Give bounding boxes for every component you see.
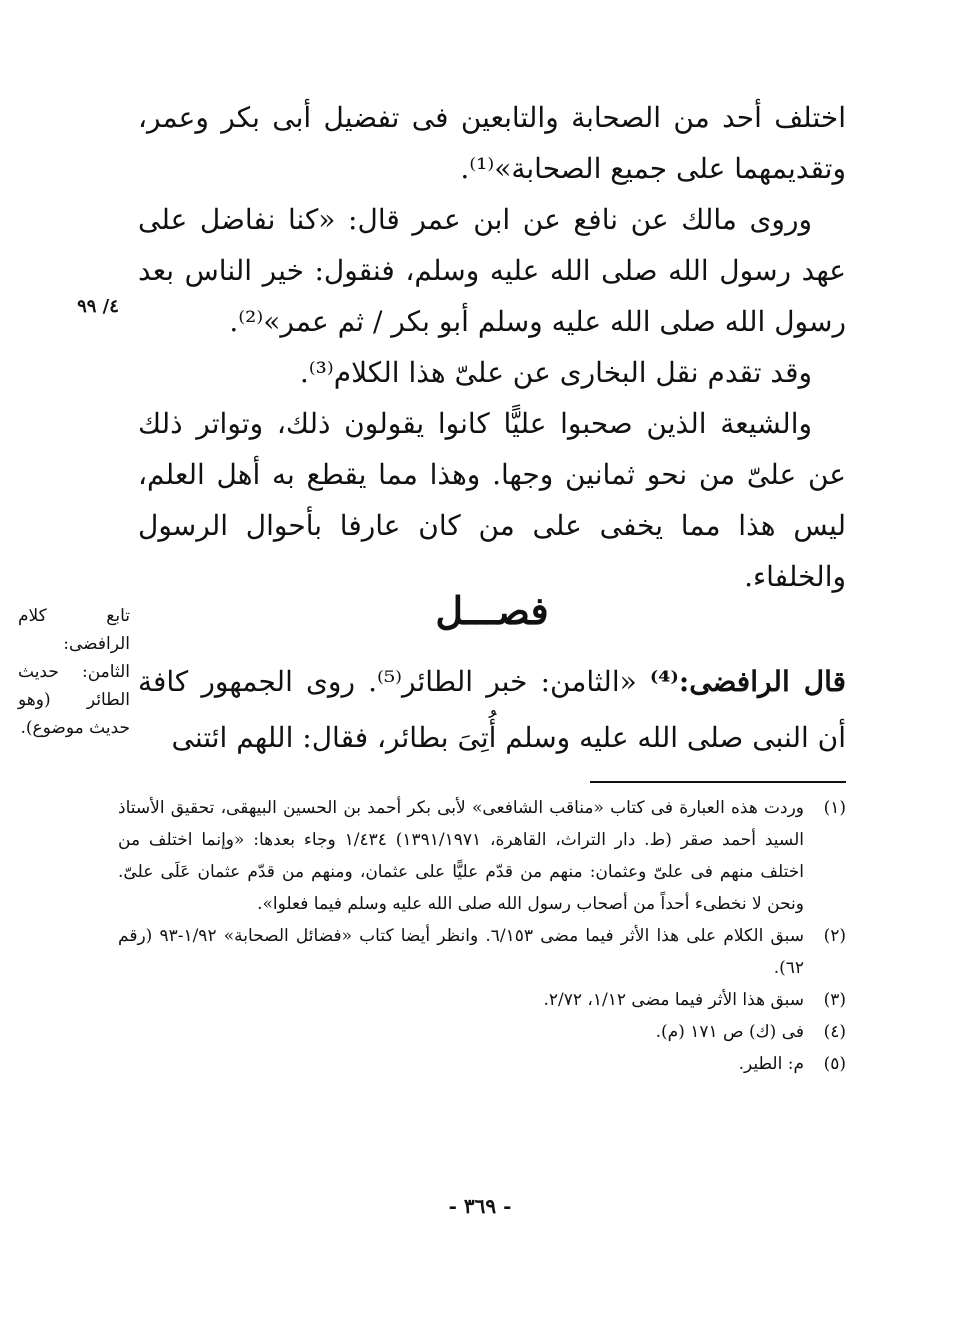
footnote xyxy=(118,920,846,984)
footnotes xyxy=(118,792,846,1080)
footnote xyxy=(118,792,846,920)
footnote-number: (٥) xyxy=(823,1054,846,1074)
footnote-divider xyxy=(590,781,846,783)
paragraph: اختلف أحد من الصحابة والتابعين فى تفضيل أبى بكر وعمر، وتقديمهما على جميع الصحابة»⁽¹⁾. xyxy=(138,101,846,185)
page-number: - ٣٦٩ - xyxy=(448,1194,512,1218)
main-text xyxy=(138,92,846,602)
footnote-text: سبق هذا الأثر فيما مضى ١/١٢، ٢/٧٢. xyxy=(543,990,804,1010)
speaker-lead: قال الرافضى:⁽⁴⁾ xyxy=(649,665,846,698)
footnote xyxy=(118,984,846,1016)
margin-page-reference: ٤/ ٩٩ xyxy=(77,296,119,317)
paragraph: وروى مالك عن نافع عن ابن عمر قال: «كنا نفاضل على عهد رسول الله صلى الله عليه وسلم، فنقول: خير الناس بعد رسول الله صلى الله عليه وسلم أبو بكر / ثم عمر»⁽²⁾. xyxy=(138,203,846,338)
paragraph: والشيعة الذين صحبوا عليًّا كانوا يقولون ذلك، وتواتر ذلك عن علىّ من نحو ثمانين وجها. وهذا مما يقطع به أهل العلم، ليس هذا مما يخفى على من كان عارفا بأحوال الرسول والخلفاء. xyxy=(138,407,846,593)
section-heading: فصـــل xyxy=(435,588,549,633)
footnote-number: (١) xyxy=(823,798,846,818)
footnote xyxy=(118,1016,846,1048)
footnote-text: وردت هذه العبارة فى كتاب «مناقب الشافعى» لأبى بكر أحمد بن الحسين البيهقى، تحقيق الأستاذ السيد أحمد صقر (ط. دار التراث، القاهرة، ١٣٩١/١٩٧١) ١/٤٣٤ وجاء بعدها: «وإنما اختلف من اختلف منهم فى علىّ وعثمان: منهم من قدّم عليًّا على عثمان، ومنهم من قدّم عثمان عَلَى علىّ. ونحن لا نخطىء أحداً من أصحاب رسول الله صلى الله عليه وسلم فيما فعلوا». xyxy=(118,798,804,914)
footnote-number: (٣) xyxy=(823,990,846,1010)
margin-note: تابع كلام الرافضى: الثامن: حديث الطائر (وهو حديث موضوع). xyxy=(18,606,130,738)
section-body xyxy=(138,654,846,766)
footnote-number: (٤) xyxy=(823,1022,846,1042)
footnote-text: فى (ك) ص ١٧١ (م). xyxy=(655,1022,804,1042)
section-body-text: «الثامن: خبر الطائر⁽⁵⁾. روى الجمهور كافة أن النبى صلى الله عليه وسلم أُتِىَ بطائر، فقال: اللهم ائتنى xyxy=(138,665,846,754)
footnote-text: سبق الكلام على هذا الأثر فيما مضى ٦/١٥٣. وانظر أيضا كتاب «فضائل الصحابة» ١/٩٢-٩٣ (رقم ٦٢). xyxy=(118,926,804,978)
paragraph: وقد تقدم نقل البخارى عن علىّ هذا الكلام⁽³⁾. xyxy=(299,356,812,389)
footnote-text: م: الطير. xyxy=(738,1054,804,1074)
footnote xyxy=(118,1048,846,1080)
footnote-number: (٢) xyxy=(823,926,846,946)
